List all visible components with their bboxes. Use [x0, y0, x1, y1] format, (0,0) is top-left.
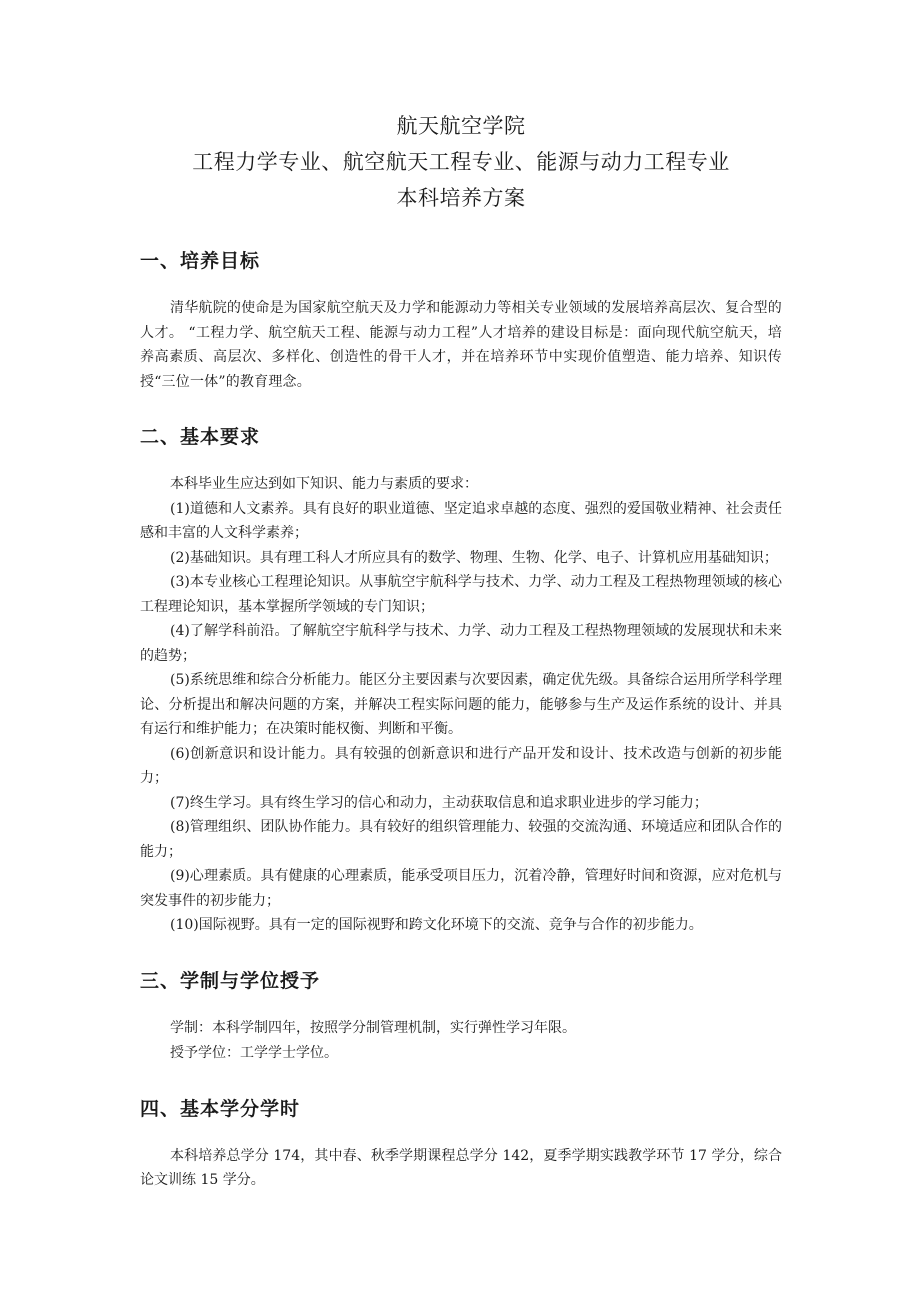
title-program: 本科培养方案: [396, 186, 526, 210]
section-heading: 二、基本要求: [140, 426, 261, 448]
requirements-intro: 本科毕业生应达到如下知识、能力与素质的要求：: [170, 476, 478, 492]
list-item: (2)基础知识。具有理工科人才所应具有的数学、物理、生物、化学、电子、计算机应用基础知识；: [170, 549, 778, 566]
title-school: 航天航空学院: [396, 114, 526, 138]
section-heading: 一、培养目标: [140, 250, 261, 272]
list-item: (6)创新意识和设计能力。具有较强的创新意识和进行产品开发和设计、技术改造与创新的初步能力；: [140, 745, 782, 786]
section-credits-hours: [140, 1094, 782, 1193]
degree-line: 授予学位：工学学士学位。: [170, 1044, 338, 1061]
section-paragraph: 清华航院的使命是为国家航空航天及力学和能源动力等相关专业领域的发展培养高层次、复合型的人才。 “工程力学、航空航天工程、能源与动力工程”人才培养的建设目标是：面向现代航空航天，培养高素质、高层次、多样化、创造性的骨干人才，并在培养环节中实现价值塑造、能力培养、知识传授“三位一体”的教育理念。: [140, 300, 782, 390]
duration-line: 学制：本科学制四年，按照学分制管理机制，实行弹性学习年限。: [170, 1019, 576, 1036]
list-item: (10)国际视野。具有一定的国际视野和跨文化环境下的交流、竞争与合作的初步能力。: [170, 917, 703, 933]
requirements-list: [140, 497, 782, 938]
list-item: (1)道德和人文素养。具有良好的职业道德、坚定追求卓越的态度、强烈的爱国敬业精神、社会责任感和丰富的人文科学素养；: [140, 500, 782, 541]
section-training-goals: [140, 246, 782, 394]
list-item: (9)心理素质。具有健康的心理素质，能承受项目压力，沉着冷静，管理好时间和资源，应对危机与突发事件的初步能力；: [140, 868, 782, 909]
section-basic-requirements: [140, 422, 782, 938]
title-majors: 工程力学专业、航空航天工程专业、能源与动力工程专业: [192, 150, 730, 174]
section-heading: 三、学制与学位授予: [140, 969, 321, 992]
list-item: (8)管理组织、团队协作能力。具有较好的组织管理能力、较强的交流沟通、环境适应和团队合作的能力；: [140, 819, 782, 860]
list-item: (7)终生学习。具有终生学习的信心和动力，主动获取信息和追求职业进步的学习能力；: [170, 794, 708, 811]
section-paragraph: 本科培养总学分 174，其中春、秋季学期课程总学分 142，夏季学期实践教学环节 17 学分，综合论文训练 15 学分。: [140, 1147, 782, 1188]
section-heading: 四、基本学分学时: [140, 1097, 301, 1120]
section-duration-degree: [140, 966, 782, 1066]
list-item: (4)了解学科前沿。了解航空宇航科学与技术、力学、动力工程及工程热物理领域的发展现状和未来的趋势；: [140, 623, 782, 664]
document-page: [140, 108, 782, 1221]
list-item: (5)系统思维和综合分析能力。能区分主要因素与次要因素，确定优先级。具备综合运用所学科学理论、分析提出和解决问题的方案，并解决工程实际问题的能力，能够参与生产及运作系统的设计、并具有运行和维护能力；在决策时能权衡、判断和平衡。: [140, 672, 782, 737]
list-item: (3)本专业核心工程理论知识。从事航空宇航科学与技术、力学、动力工程及工程热物理领域的核心工程理论知识，基本掌握所学领域的专门知识；: [140, 574, 782, 615]
title-block: [140, 108, 782, 216]
